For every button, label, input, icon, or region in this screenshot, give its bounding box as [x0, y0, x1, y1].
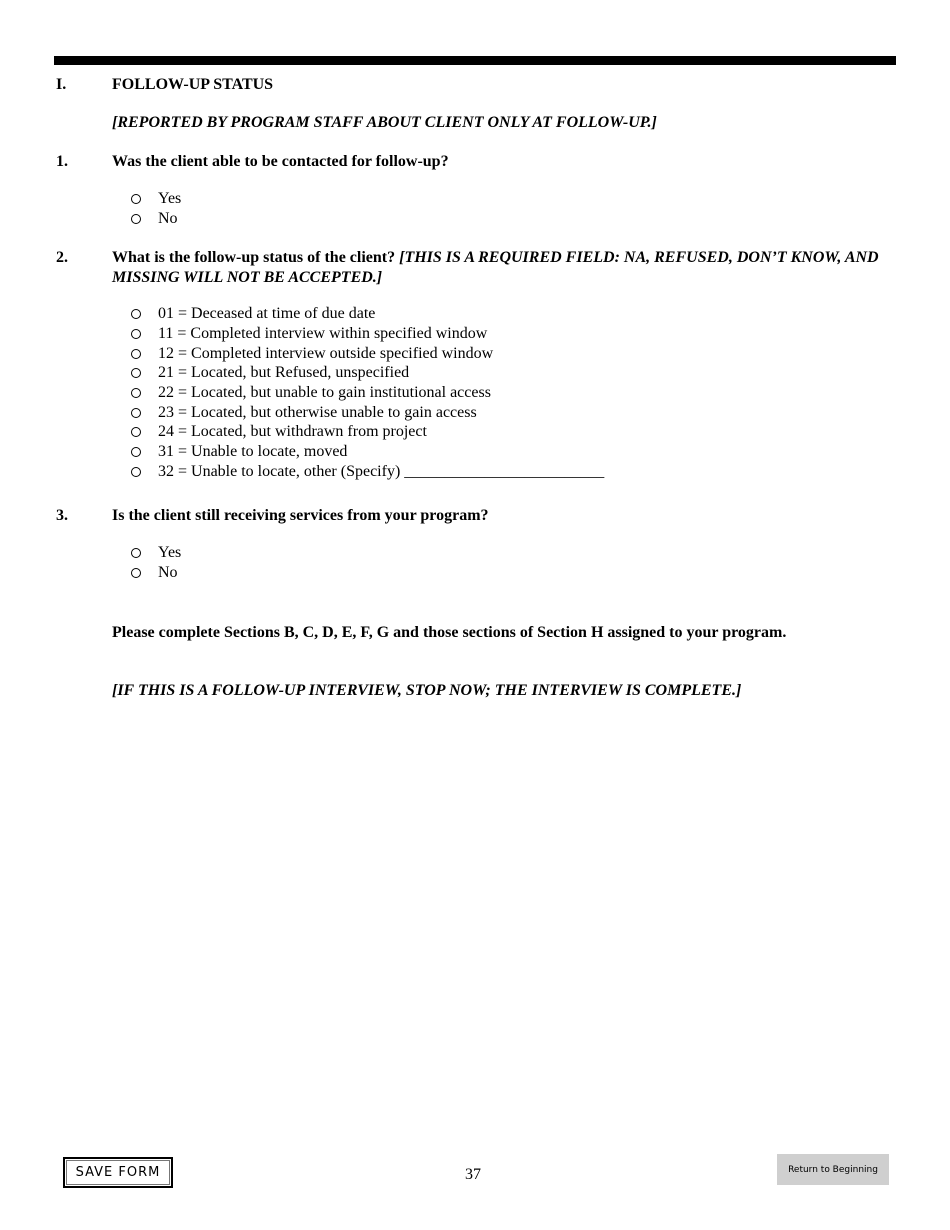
radio-icon[interactable] [131, 548, 141, 558]
radio-icon[interactable] [131, 568, 141, 578]
question-2-text-block [112, 248, 902, 288]
option-label: 22 = Located, but unable to gain institutional access [158, 384, 491, 401]
radio-icon[interactable] [131, 388, 141, 398]
radio-icon[interactable] [131, 214, 141, 224]
radio-icon[interactable] [131, 194, 141, 204]
radio-icon[interactable] [131, 467, 141, 477]
q1-option-no[interactable] [131, 209, 178, 228]
question-2-text: What is the follow-up status of the client? [112, 249, 396, 266]
question-3-text: Is the client still receiving services from your program? [112, 507, 489, 524]
option-label: 11 = Completed interview within specified window [158, 325, 488, 342]
option-label: 32 = Unable to locate, other (Specify) _________________________ [158, 463, 605, 480]
question-1-number: 1. [56, 153, 68, 170]
question-1-text: Was the client able to be contacted for follow-up? [112, 153, 449, 170]
q2-option-01[interactable] [131, 304, 375, 323]
option-label: 31 = Unable to locate, moved [158, 443, 348, 460]
q2-option-22[interactable] [131, 383, 491, 402]
section-title: FOLLOW-UP STATUS [112, 76, 274, 93]
radio-icon[interactable] [131, 309, 141, 319]
save-form-button[interactable]: SAVE FORM [63, 1157, 173, 1188]
q2-option-21[interactable] [131, 363, 409, 382]
option-label: Yes [158, 190, 182, 207]
question-3-number: 3. [56, 507, 68, 524]
option-label: 24 = Located, but withdrawn from project [158, 423, 427, 440]
radio-icon[interactable] [131, 427, 141, 437]
question-2-number: 2. [56, 249, 68, 266]
option-label: No [158, 210, 178, 227]
option-label: 12 = Completed interview outside specified window [158, 345, 494, 362]
section-instruction: [REPORTED BY PROGRAM STAFF ABOUT CLIENT ONLY AT FOLLOW-UP.] [112, 114, 657, 131]
q2-option-12[interactable] [131, 344, 493, 363]
option-label: 23 = Located, but otherwise unable to gain access [158, 404, 477, 421]
completion-note: Please complete Sections B, C, D, E, F, G and those sections of Section H assigned to your program. [112, 624, 787, 641]
q2-option-31[interactable] [131, 442, 347, 461]
radio-icon[interactable] [131, 368, 141, 378]
question-2-note: [THIS IS A REQUIRED FIELD: NA, REFUSED, DON’T KNOW, AND MISSING WILL NOT BE ACCEPTED.] [112, 249, 879, 286]
q2-option-32[interactable] [131, 462, 604, 481]
radio-icon[interactable] [131, 329, 141, 339]
q3-option-no[interactable] [131, 563, 178, 582]
q2-option-24[interactable] [131, 422, 427, 441]
option-label: 21 = Located, but Refused, unspecified [158, 364, 410, 381]
q3-option-yes[interactable] [131, 543, 181, 562]
page-number: 37 [465, 1166, 481, 1183]
q2-option-23[interactable] [131, 403, 477, 422]
top-rule [54, 56, 896, 65]
radio-icon[interactable] [131, 349, 141, 359]
radio-icon[interactable] [131, 408, 141, 418]
q1-option-yes[interactable] [131, 189, 181, 208]
radio-icon[interactable] [131, 447, 141, 457]
stop-note: [IF THIS IS A FOLLOW-UP INTERVIEW, STOP NOW; THE INTERVIEW IS COMPLETE.] [112, 682, 742, 699]
option-label: No [158, 564, 178, 581]
option-label: 01 = Deceased at time of due date [158, 305, 376, 322]
q2-option-11[interactable] [131, 324, 487, 343]
return-to-beginning-button[interactable]: Return to Beginning [777, 1154, 889, 1185]
option-label: Yes [158, 544, 182, 561]
section-number: I. [56, 76, 67, 93]
